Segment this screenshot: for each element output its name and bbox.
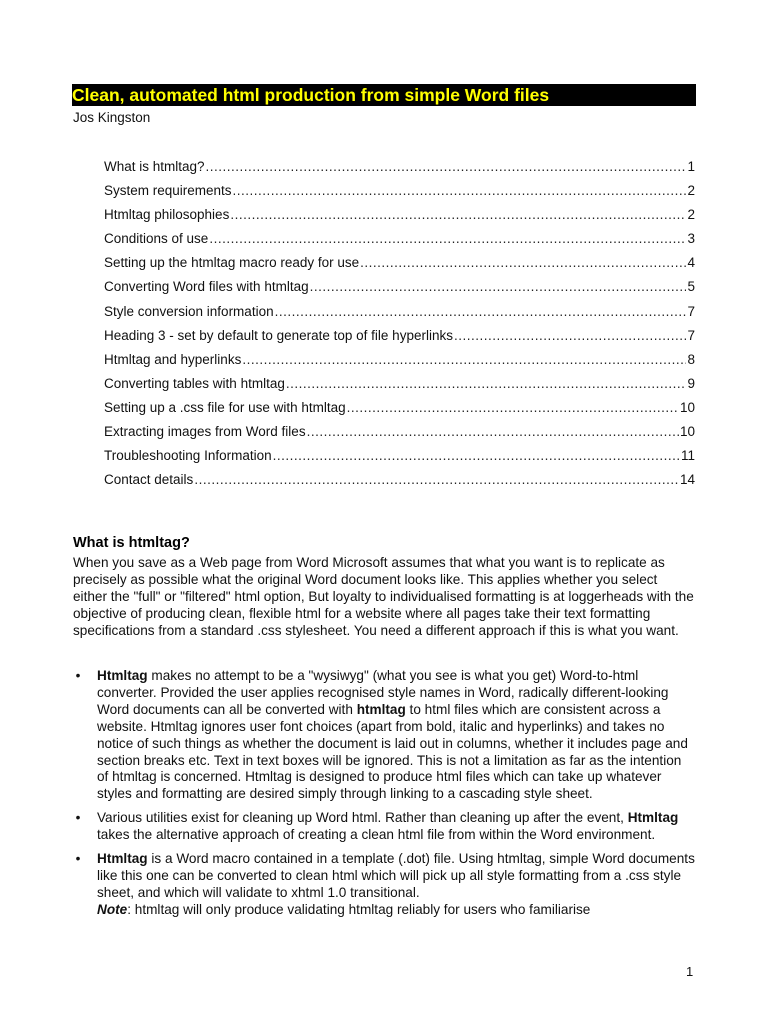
toc-entry-label: Htmltag and hyperlinks: [104, 351, 242, 367]
toc-entry-label: Setting up a .css file for use with htmltag: [104, 399, 346, 415]
toc-entry-page: 11: [680, 448, 695, 464]
bullet-marker: •: [75, 810, 81, 826]
toc-entry[interactable]: [104, 372, 695, 396]
toc-leader-dots: [233, 179, 687, 203]
bold-term: Htmltag: [97, 851, 148, 867]
toc-entry-page: 1: [687, 159, 695, 174]
toc-entry[interactable]: [104, 300, 695, 324]
toc-entry[interactable]: [104, 227, 695, 251]
toc-leader-dots: [242, 348, 686, 372]
toc-entry-label: Heading 3 - set by default to generate top of file hyperlinks: [104, 327, 453, 343]
toc-entry-page: 8: [687, 351, 695, 367]
section-heading: What is htmltag?: [73, 535, 190, 551]
intro-paragraph: When you save as a Web page from Word Microsoft assumes that what you want is to replicate as precisely as possible what the original Word document looks like. This applies whether you select either the "full" or "filtered" html option, But loyalty to individualised formatting is at loggerheads with the objective of producing clean, flexible html for a website where all pages take their text formatting specifications from a standard .css stylesheet. You need a different approach if this is what you want.: [73, 555, 694, 638]
toc-entry[interactable]: [104, 275, 695, 299]
toc-leader-dots: [194, 468, 679, 492]
toc-entry-page: 5: [687, 279, 695, 295]
toc-leader-dots: [307, 420, 679, 444]
toc-entry-label: Setting up the htmltag macro ready for use: [104, 255, 360, 271]
bold-term: htmltag: [356, 701, 406, 717]
toc-entry[interactable]: [104, 251, 695, 275]
toc-entry-label: Converting tables with htmltag: [104, 375, 285, 391]
toc-leader-dots: [273, 444, 680, 468]
author-name: Jos Kingston: [73, 110, 151, 125]
toc-entry-label: Htmltag philosophies: [104, 207, 230, 223]
toc-leader-dots: [230, 203, 686, 227]
toc-entry-label: Converting Word files with htmltag: [104, 279, 309, 295]
toc-entry-label: What is htmltag?: [104, 159, 205, 174]
toc-entry-label: Contact details: [104, 472, 194, 488]
toc-entry-page: 3: [687, 231, 695, 247]
toc-entry[interactable]: [104, 203, 695, 227]
toc-entry-page: 14: [679, 472, 695, 488]
toc-entry[interactable]: [104, 396, 695, 420]
table-of-contents: [104, 155, 695, 492]
toc-leader-dots: [286, 372, 687, 396]
toc-leader-dots: [347, 396, 679, 420]
toc-entry-label: Style conversion information: [104, 303, 274, 319]
bold-term: Htmltag: [627, 810, 679, 826]
toc-entry-page: 2: [687, 183, 695, 199]
bullet-text: Various utilities exist for cleaning up Word html. Rather than cleaning up after the event, Htmltag takes the alternative approach of creating a clean html file from within the Word environment.: [97, 810, 679, 843]
toc-leader-dots: [275, 300, 687, 324]
toc-entry-page: 7: [687, 303, 695, 319]
toc-entry[interactable]: [104, 324, 695, 348]
toc-leader-dots: [310, 275, 687, 299]
toc-entry[interactable]: [104, 420, 695, 444]
toc-entry[interactable]: [104, 179, 695, 203]
bullet-marker: •: [75, 851, 81, 867]
toc-entry-label: Extracting images from Word files: [104, 424, 306, 440]
toc-entry-page: 10: [679, 424, 695, 440]
toc-leader-dots: [360, 251, 686, 275]
toc-leader-dots: [206, 155, 687, 179]
bullet-item: [73, 668, 695, 803]
bullet-item: [73, 851, 695, 919]
bold-term: Htmltag: [97, 668, 148, 683]
toc-entry-label: System requirements: [104, 183, 232, 199]
toc-entry[interactable]: [104, 468, 695, 492]
toc-entry-page: 10: [679, 399, 695, 415]
toc-entry[interactable]: [104, 155, 695, 179]
toc-entry-page: 7: [687, 327, 695, 343]
document-title: Clean, automated html production from simple Word files: [72, 84, 696, 106]
toc-entry-page: 9: [687, 375, 695, 391]
bullet-marker: •: [75, 668, 81, 683]
bullet-list: [73, 668, 695, 926]
bullet-item: [73, 810, 695, 844]
page-number: 1: [686, 964, 694, 979]
toc-entry-page: 2: [687, 207, 695, 223]
bullet-text: Htmltag is a Word macro contained in a template (.dot) file. Using htmltag, simple Word documents like this one can be converted to clean html which will pick up all style formatting from a .css style sheet, and which will validate to xhtml 1.0 transitional. Note: htmltag will only produce validating htmltag reliably for users who familiarise: [97, 851, 695, 917]
toc-entry[interactable]: [104, 348, 695, 372]
toc-entry-label: Conditions of use: [104, 231, 209, 247]
bullet-text: Htmltag makes no attempt to be a "wysiwyg" (what you see is what you get) Word-to-html converter. Provided the user applies recognised style names in Word, radically different-looking Word documents can all be converted with htmltag to html files which are consistent across a website. Htmltag ignores user font choices (apart from bold, italic and hyperlinks) and takes no notice of such things as whether the document is laid out in columns, whether it includes page and section breaks etc. Text in text boxes will be ignored. This is not a limitation as far as the intention of htmltag is concerned. Htmltag is designed to produce html files which can take up whatever styles and formatting are desired simply through linking to a cascading style sheet.: [97, 668, 688, 802]
toc-leader-dots: [454, 324, 687, 348]
toc-entry[interactable]: [104, 444, 695, 468]
note-label: Note: [97, 901, 128, 917]
toc-entry-label: Troubleshooting Information: [104, 448, 272, 464]
toc-leader-dots: [209, 227, 686, 251]
toc-entry-page: 4: [687, 255, 695, 271]
